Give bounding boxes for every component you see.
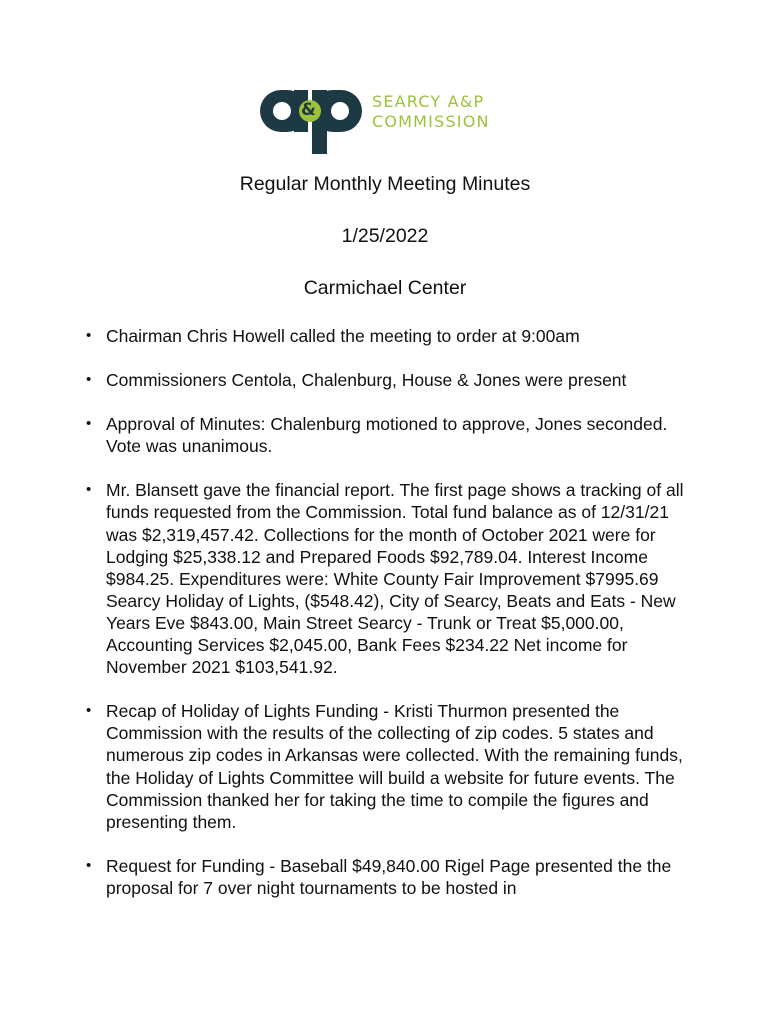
bullet-icon: • (86, 371, 92, 389)
document-title: Regular Monthly Meeting Minutes (239, 173, 531, 195)
ampersand-glyph: & (301, 100, 316, 120)
minutes-list (86, 325, 686, 921)
meeting-date: 1/25/2022 (341, 225, 429, 247)
logo-line-1: SEARCY A&P (372, 92, 485, 111)
ap-logo-mark (258, 84, 368, 156)
bullet-icon: • (86, 415, 92, 433)
bullet-icon: • (86, 327, 92, 344)
minutes-item-text: Approval of Minutes: Chalenburg motioned to approve, Jones seconded. Vote was unanimous. (106, 414, 668, 457)
minutes-item-text: Mr. Blansett gave the financial report. The first page shows a tracking of all funds requested from the Commission. Total fund balance as of 12/31/21 was $2,319,457.42. Collections for the month of October 2021 were for Lodging $25,338.12 and Prepared Foods $92,789.04. Interest Income $984.25. Expenditures were: White County Fair Improvement $7995.69 Searcy Holiday of Lights, ($548.42), City of Searcy, Beats and Eats - New Years Eve $843.00, Main Street Searcy - Trunk or Treat $5,000.00, Accounting Services $2,045.00, Bank Fees $234.22 Net income for November 2021 $103,541.92. (106, 480, 684, 678)
minutes-item-text: Commissioners Centola, Chalenburg, House & Jones were present (106, 370, 627, 391)
minutes-item (86, 413, 686, 457)
minutes-item (86, 855, 686, 899)
logo-wordmark (372, 92, 490, 132)
minutes-item-text: Recap of Holiday of Lights Funding - Kristi Thurmon presented the Commission with the results of the collecting of zip codes. 5 states and numerous zip codes in Arkansas were collected. With the remaining funds, the Holiday of Lights Committee will build a website for future events. The Commission thanked her for taking the time to compile the figures and presenting them. (106, 701, 683, 832)
minutes-item (86, 479, 686, 678)
minutes-item-text: Chairman Chris Howell called the meeting to order at 9:00am (106, 326, 580, 346)
meeting-venue: Carmichael Center (303, 277, 467, 299)
bullet-icon: • (86, 856, 92, 874)
minutes-item (86, 369, 686, 391)
minutes-item-text: Request for Funding - Baseball $49,840.00 Rigel Page presented the the proposal for 7 over night tournaments to be hosted in (106, 855, 672, 898)
searcy-ap-logo (258, 84, 518, 156)
bullet-icon: • (86, 481, 92, 499)
minutes-item (86, 700, 686, 833)
logo-line-2: COMMISSION (372, 112, 490, 131)
bullet-icon: • (86, 702, 92, 720)
minutes-item (86, 325, 686, 347)
